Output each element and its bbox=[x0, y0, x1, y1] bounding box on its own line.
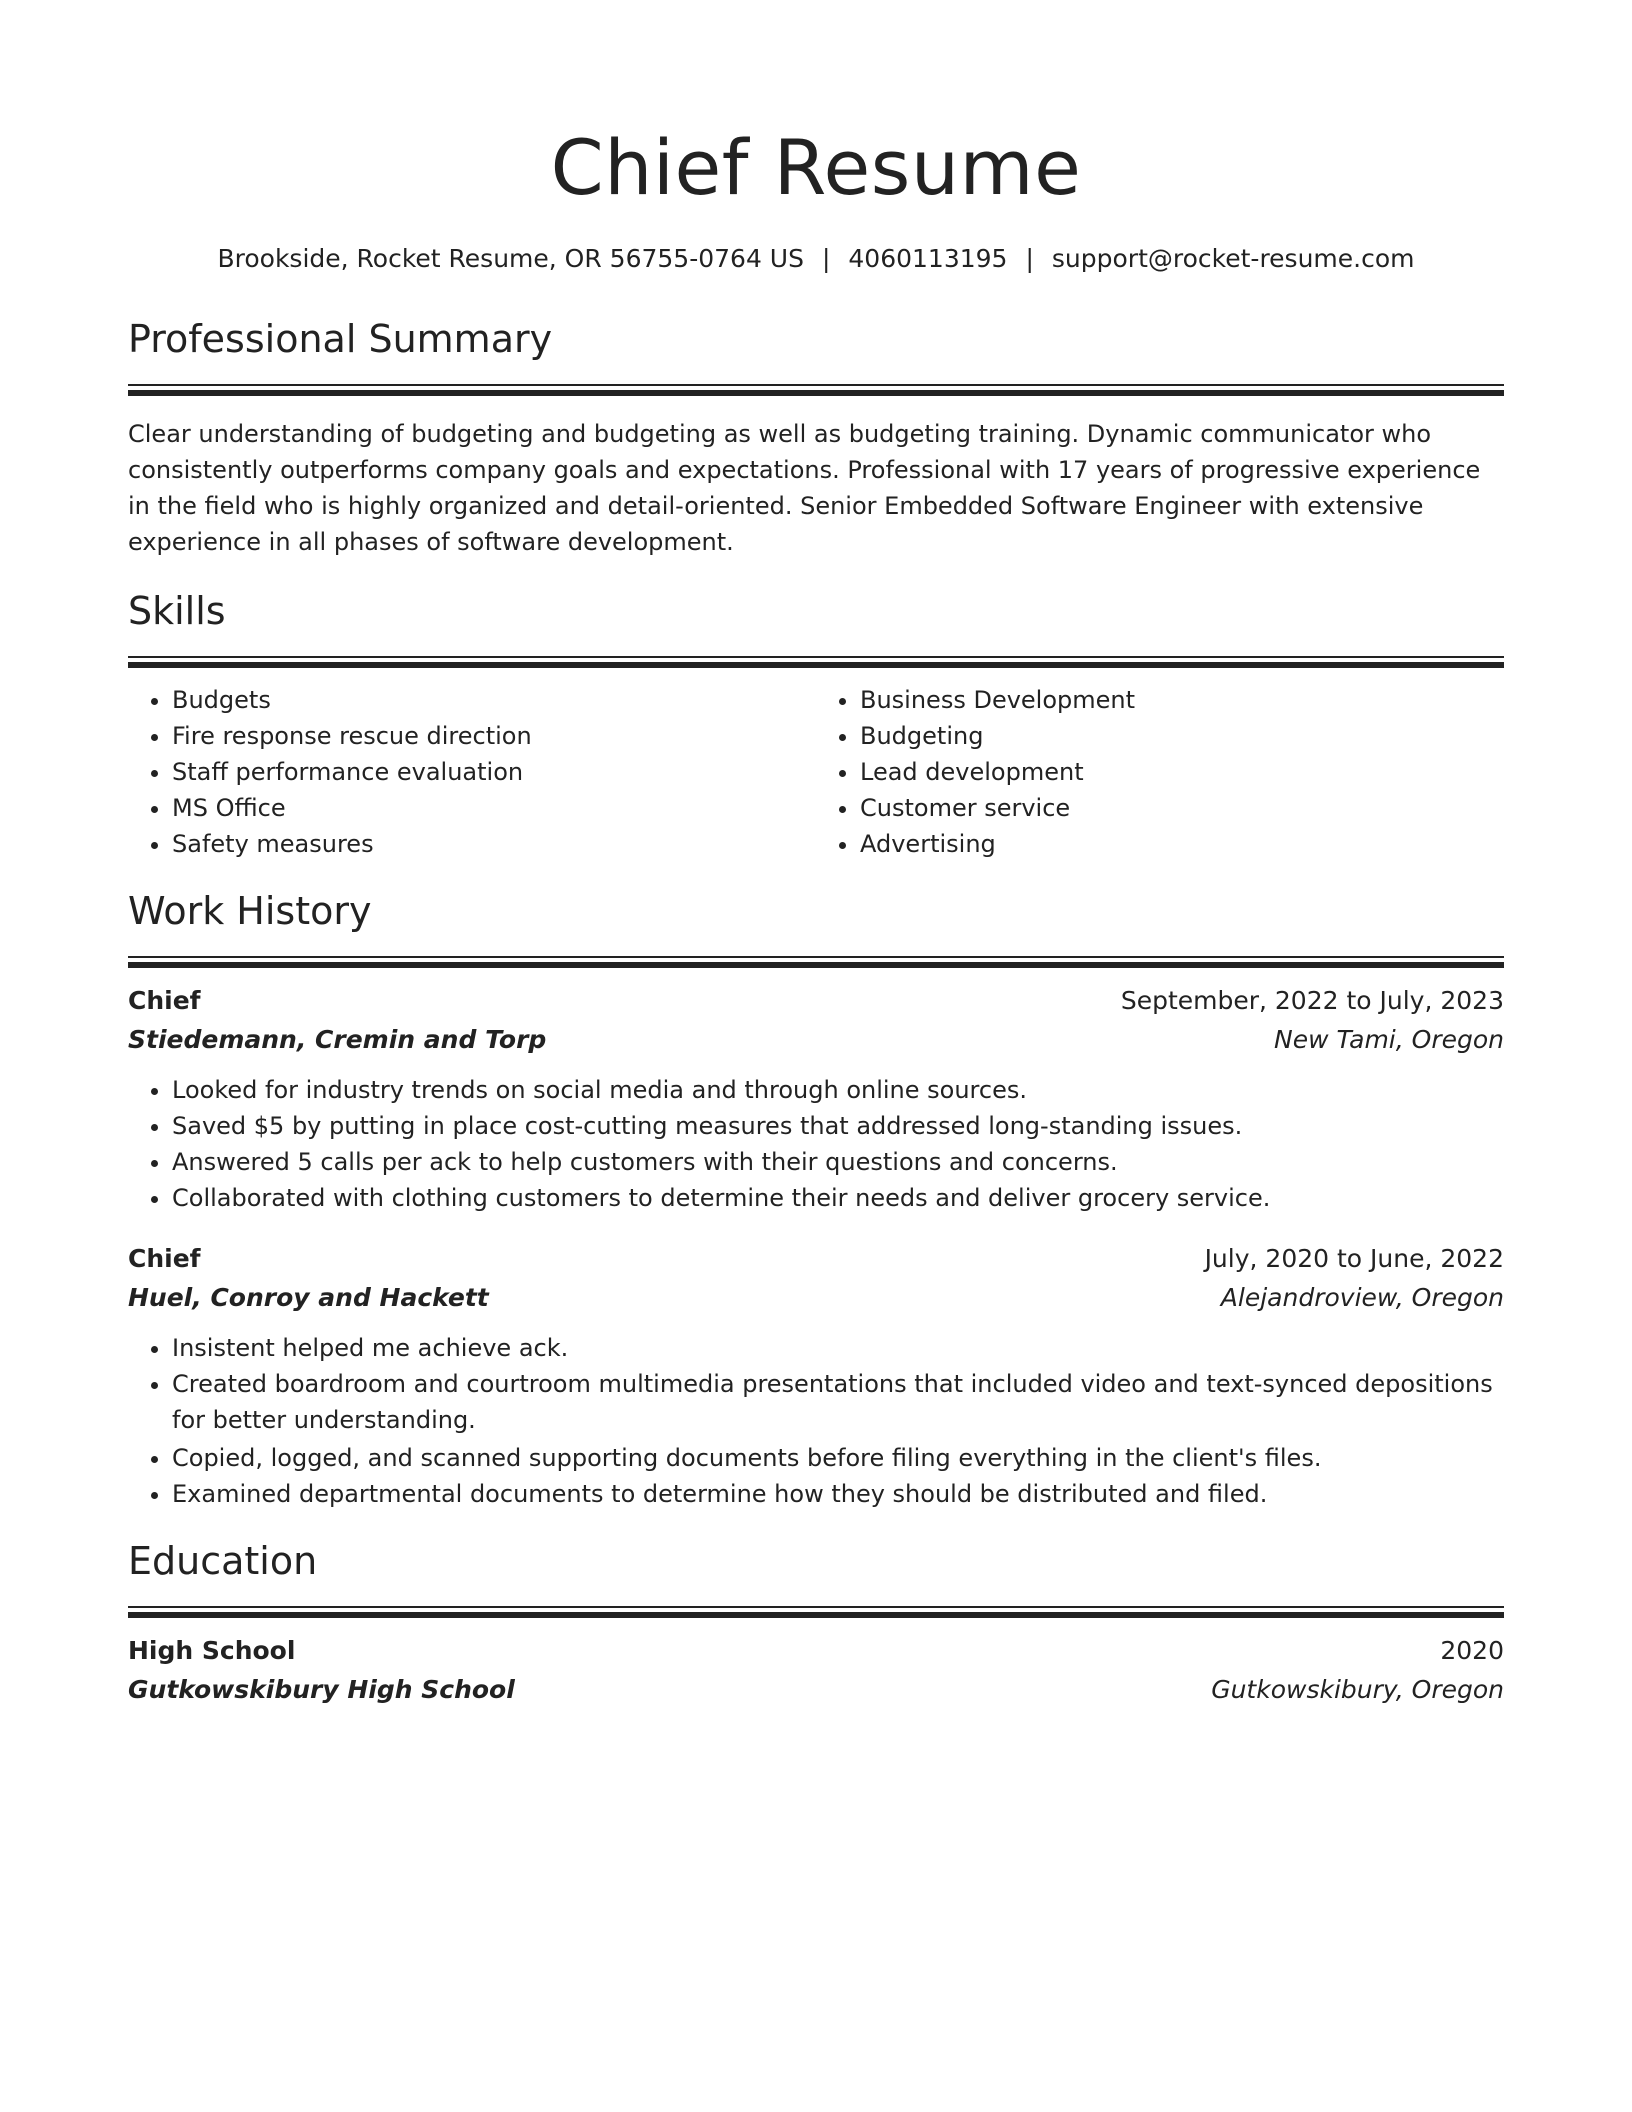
job-bullet: • Created boardroom and courtroom multimedia presentations that included video and text-synced depositions for better understanding. bbox=[172, 1366, 1504, 1438]
job-title: Chief bbox=[128, 986, 201, 1015]
skills-columns bbox=[128, 682, 1504, 862]
summary-text: Clear understanding of budgeting and budgeting as well as budgeting training. Dynamic communicator who consistently outperforms company goals and expectations. Professional with 17 years of progressive experience in the field who is highly organized and detail-oriented. Senior Embedded Software Engineer with extensive experience in all phases of software development. bbox=[128, 420, 1481, 556]
skill-item: • Customer service bbox=[860, 790, 1504, 826]
job-dates: July, 2020 to June, 2022 bbox=[1204, 1244, 1504, 1273]
job-entry bbox=[128, 1240, 1504, 1512]
section-title-work-history: Work History bbox=[128, 889, 372, 933]
section-divider bbox=[128, 1606, 1504, 1618]
education-year: 2020 bbox=[1440, 1636, 1504, 1665]
job-company: Huel, Conroy and Hackett bbox=[128, 1283, 489, 1312]
resume-name: Chief Resume bbox=[550, 123, 1082, 212]
skills-section bbox=[128, 586, 1504, 862]
skill-item: • Budgets bbox=[172, 682, 816, 718]
job-location: New Tami, Oregon bbox=[1274, 1025, 1504, 1054]
job-header-row bbox=[128, 982, 1504, 1020]
skill-item: • Safety measures bbox=[172, 826, 816, 862]
job-bullet: • Collaborated with clothing customers to determine their needs and deliver grocery service. bbox=[172, 1180, 1504, 1216]
job-company-row bbox=[128, 1020, 1504, 1060]
skill-item: • Lead development bbox=[860, 754, 1504, 790]
job-company: Stiedemann, Cremin and Torp bbox=[128, 1025, 547, 1054]
job-title: Chief bbox=[128, 1244, 201, 1273]
job-company-row bbox=[128, 1278, 1504, 1318]
education-entry bbox=[128, 1632, 1504, 1710]
skill-item: • Advertising bbox=[860, 826, 1504, 862]
work-history-section bbox=[128, 886, 1504, 1512]
section-title-summary: Professional Summary bbox=[128, 317, 553, 361]
skills-list-left bbox=[128, 682, 816, 862]
skill-item: • Fire response rescue direction bbox=[172, 718, 816, 754]
section-title-education: Education bbox=[128, 1539, 318, 1583]
job-location: Alejandroview, Oregon bbox=[1220, 1283, 1504, 1312]
job-bullet: • Looked for industry trends on social media and through online sources. bbox=[172, 1072, 1504, 1108]
education-location: Gutkowskibury, Oregon bbox=[1211, 1675, 1504, 1704]
education-section bbox=[128, 1536, 1504, 1710]
section-divider bbox=[128, 656, 1504, 668]
job-dates: September, 2022 to July, 2023 bbox=[1120, 986, 1504, 1015]
section-title-skills: Skills bbox=[128, 589, 226, 633]
summary-section bbox=[128, 314, 1504, 560]
skill-item: • Staff performance evaluation bbox=[172, 754, 816, 790]
education-header-row bbox=[128, 1632, 1504, 1670]
skill-item: • MS Office bbox=[172, 790, 816, 826]
job-bullet: • Insistent helped me achieve ack. bbox=[172, 1330, 1504, 1366]
section-divider bbox=[128, 956, 1504, 968]
skill-item: • Budgeting bbox=[860, 718, 1504, 754]
contact-separator: | bbox=[1025, 244, 1034, 273]
job-header-row bbox=[128, 1240, 1504, 1278]
job-bullet: • Answered 5 calls per ack to help customers with their questions and concerns. bbox=[172, 1144, 1504, 1180]
contact-email: support@rocket-resume.com bbox=[1051, 244, 1415, 273]
contact-separator: | bbox=[821, 244, 831, 273]
education-school: Gutkowskibury High School bbox=[128, 1675, 515, 1704]
skill-item: • Business Development bbox=[860, 682, 1504, 718]
job-bullets bbox=[128, 1330, 1504, 1512]
contact-address: Brookside, Rocket Resume, OR 56755-0764 US bbox=[217, 244, 804, 273]
education-degree: High School bbox=[128, 1636, 296, 1665]
job-bullet: • Copied, logged, and scanned supporting documents before filing everything in the client's files. bbox=[172, 1440, 1504, 1476]
skills-list-right bbox=[816, 682, 1504, 862]
contact-phone: 4060113195 bbox=[848, 244, 1008, 273]
section-divider bbox=[128, 384, 1504, 396]
job-bullet: • Saved $5 by putting in place cost-cutting measures that addressed long-standing issues. bbox=[172, 1108, 1504, 1144]
job-bullets bbox=[128, 1072, 1504, 1216]
contact-line bbox=[128, 242, 1504, 276]
job-bullet: • Examined departmental documents to determine how they should be distributed and filed. bbox=[172, 1476, 1504, 1512]
job-entry bbox=[128, 982, 1504, 1216]
education-school-row bbox=[128, 1670, 1504, 1710]
